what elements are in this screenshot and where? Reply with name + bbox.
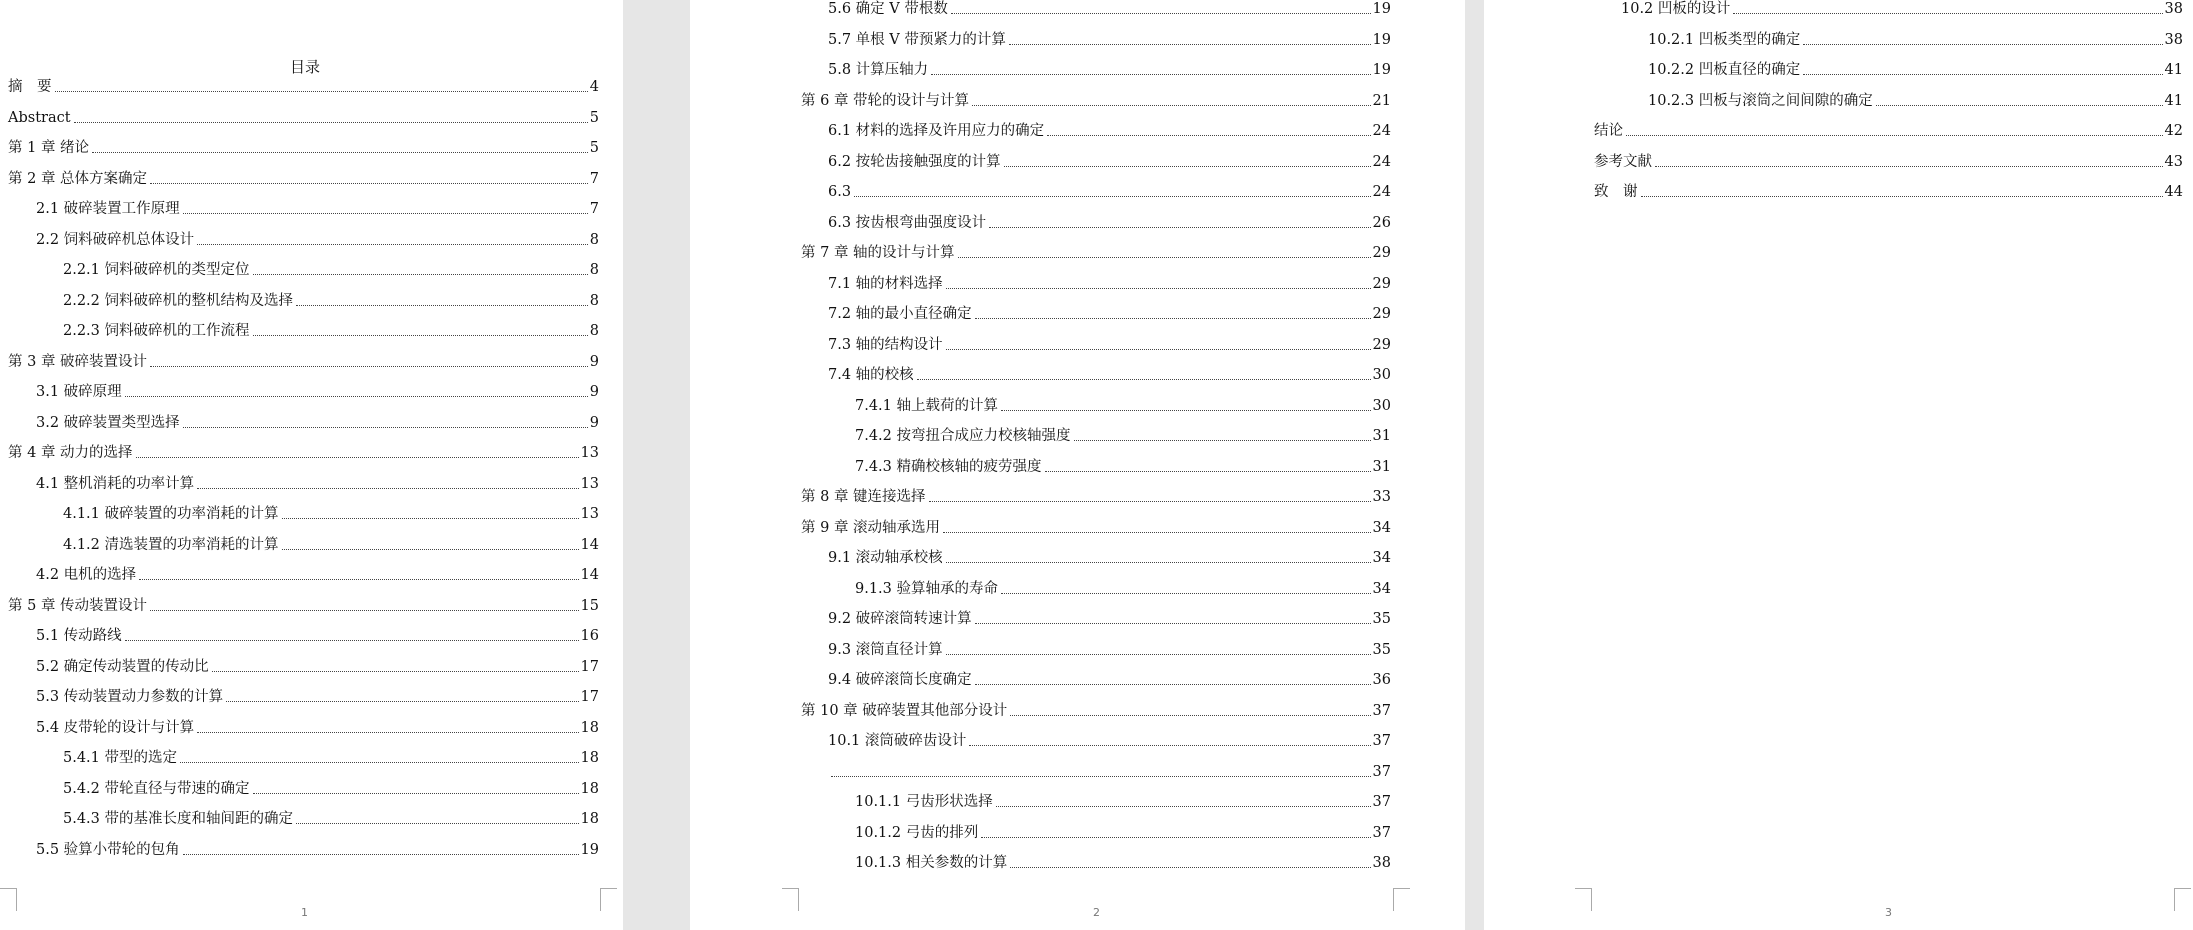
toc-entry-title: 7.4.1 轴上载荷的计算 (855, 397, 999, 414)
toc-dot-leader (1010, 867, 1370, 868)
toc-dot-leader (975, 684, 1371, 685)
toc-entry-page-number: 19 (1372, 31, 1391, 48)
toc-entry-page-number: 37 (1372, 824, 1391, 841)
toc-entry-page-number: 24 (1372, 153, 1391, 170)
toc-dot-leader (212, 671, 579, 672)
toc-dot-leader (183, 854, 579, 855)
toc-dot-leader (1004, 166, 1371, 167)
toc-entry-title: 5.5 验算小带轮的包角 (36, 841, 180, 858)
toc-entry[interactable] (828, 303, 1391, 323)
toc-entry-page-number: 18 (580, 780, 599, 797)
toc-entry-page-number: 14 (580, 567, 599, 583)
toc-entry[interactable] (36, 229, 599, 249)
toc-dot-leader (253, 274, 588, 275)
toc-dot-leader (943, 532, 1370, 533)
toc-dot-leader (125, 396, 588, 397)
toc-entry-page-number: 38 (2164, 31, 2183, 48)
toc-entry-title: 4.2 电机的选择 (36, 567, 137, 583)
toc-entry[interactable] (855, 578, 1391, 598)
toc-entry-title: 10.1.2 弓齿的排列 (855, 824, 979, 841)
toc-entry-title: 9.2 破碎滚筒转速计算 (828, 611, 972, 627)
toc-entry-title: 7.3 轴的结构设计 (828, 336, 943, 353)
toc-entry[interactable] (855, 791, 1391, 811)
toc-entry-title: 2.1 破碎装置工作原理 (36, 201, 180, 217)
toc-entry-title: 2.2 饲料破碎机总体设计 (36, 231, 195, 248)
toc-dot-leader (946, 288, 1371, 289)
toc-entry-page-number: 30 (1372, 397, 1391, 414)
toc-entry[interactable] (8, 107, 599, 127)
toc-entry[interactable] (1594, 181, 2183, 201)
toc-entry[interactable] (801, 90, 1391, 110)
toc-entry-title: 致 谢 (1594, 184, 1638, 200)
toc-entry-title: 5.7 单根 V 带预紧力的计算 (828, 31, 1006, 48)
toc-entry-page-number: 43 (2164, 153, 2183, 170)
toc-entry-page-number: 5 (589, 109, 599, 126)
toc-entry-title: 4.1.1 破碎装置的功率消耗的计算 (63, 506, 279, 522)
toc-entry-title: 5.2 确定传动装置的传动比 (36, 658, 209, 675)
toc-dot-leader (929, 501, 1371, 502)
toc-entry[interactable] (1648, 29, 2183, 49)
toc-entry-page-number: 24 (1372, 184, 1391, 200)
toc-entry-title: 2.2.3 饲料破碎机的工作流程 (63, 323, 250, 339)
toc-dot-leader (996, 806, 1371, 807)
toc-dot-leader (951, 13, 1371, 14)
toc-entry[interactable] (8, 442, 599, 462)
toc-entry-page-number: 34 (1372, 519, 1391, 536)
toc-entry-title: 10.1.3 相关参数的计算 (855, 855, 1008, 871)
toc-dot-leader (253, 793, 579, 794)
toc-entry[interactable] (8, 76, 599, 96)
toc-entry-page-number: 41 (2164, 92, 2183, 109)
toc-entry-page-number: 17 (580, 689, 599, 705)
toc-dot-leader (125, 640, 579, 641)
toc-entry-page-number: 15 (580, 597, 599, 614)
toc-entry[interactable] (855, 852, 1391, 872)
toc-entry[interactable] (36, 381, 599, 401)
toc-entry[interactable] (36, 839, 599, 859)
toc-entry-title: 3.2 破碎装置类型选择 (36, 414, 180, 431)
toc-entry[interactable] (828, 364, 1391, 384)
toc-entry-title: 7.1 轴的材料选择 (828, 275, 943, 292)
toc-entry-title: 6.1 材料的选择及许用应力的确定 (828, 123, 1045, 139)
toc-entry[interactable] (801, 517, 1391, 537)
toc-dot-leader (946, 654, 1371, 655)
toc-entry-title: 6.3 按齿根弯曲强度设计 (828, 214, 987, 231)
page-number: 3 (1885, 906, 1892, 919)
document-page-1 (0, 0, 623, 930)
toc-dot-leader (946, 349, 1371, 350)
toc-entry[interactable] (36, 625, 599, 645)
toc-dot-leader (831, 776, 1371, 777)
toc-entry-page-number: 7 (589, 201, 599, 217)
toc-entry-page-number: 34 (1372, 550, 1391, 566)
toc-entry-title: 7.4.2 按弯扭合成应力校核轴强度 (855, 428, 1071, 444)
toc-entry-page-number: 17 (580, 658, 599, 675)
toc-entry-page-number: 29 (1372, 336, 1391, 353)
toc-entry-page-number: 29 (1372, 275, 1391, 292)
toc-entry-title: 5.4 皮带轮的设计与计算 (36, 719, 195, 736)
toc-entry-page-number: 38 (2164, 1, 2183, 17)
toc-dot-leader (969, 745, 1370, 746)
toc-entry[interactable] (36, 717, 599, 737)
toc-entry-title: 5.3 传动装置动力参数的计算 (36, 689, 224, 705)
toc-entry-page-number: 37 (1372, 763, 1391, 780)
toc-entry-page-number: 33 (1372, 489, 1391, 505)
toc-entry-title: 第 8 章 键连接选择 (801, 489, 926, 505)
toc-entry-title: 5.4.2 带轮直径与带速的确定 (63, 780, 250, 797)
toc-dot-leader (1803, 74, 2162, 75)
toc-entry-page-number: 19 (580, 841, 599, 858)
toc-dot-leader (1876, 105, 2163, 106)
toc-entry[interactable] (63, 320, 599, 340)
toc-entry-page-number: 8 (589, 323, 599, 339)
toc-dot-leader (917, 379, 1371, 380)
toc-entry-title: 3.1 破碎原理 (36, 384, 122, 400)
toc-entry[interactable] (1594, 120, 2183, 140)
toc-dot-leader (1074, 440, 1371, 441)
toc-dot-leader (854, 196, 1370, 197)
toc-entry[interactable] (63, 778, 599, 798)
toc-dot-leader (92, 152, 588, 153)
toc-entry[interactable] (8, 168, 599, 188)
toc-dot-leader (253, 335, 588, 336)
toc-entry-page-number: 18 (580, 719, 599, 736)
toc-dot-leader (296, 823, 579, 824)
toc-entry[interactable] (828, 29, 1391, 49)
toc-entry-page-number: 13 (580, 445, 599, 461)
toc-entry-page-number: 18 (580, 750, 599, 766)
toc-entry[interactable] (855, 425, 1391, 445)
toc-entry[interactable] (63, 747, 599, 767)
toc-dot-leader (931, 74, 1370, 75)
toc-dot-leader (197, 732, 578, 733)
toc-entry-page-number: 5 (589, 140, 599, 156)
toc-entry[interactable] (801, 700, 1391, 720)
toc-entry-title: 5.4.3 带的基准长度和轴间距的确定 (63, 811, 294, 827)
toc-entry[interactable] (828, 334, 1391, 354)
toc-entry-page-number: 31 (1372, 458, 1391, 475)
toc-dot-leader (226, 701, 578, 702)
toc-entry-page-number: 30 (1372, 367, 1391, 383)
document-page-3 (1484, 0, 2193, 930)
toc-entry-title: 4.1.2 清选装置的功率消耗的计算 (63, 536, 279, 553)
toc-entry[interactable] (36, 686, 599, 706)
toc-entry[interactable] (828, 212, 1391, 232)
toc-entry[interactable] (828, 181, 1391, 201)
toc-dot-leader (183, 213, 588, 214)
toc-entry-title: 第 5 章 传动装置设计 (8, 597, 148, 614)
toc-dot-leader (981, 837, 1370, 838)
toc-entry[interactable] (828, 639, 1391, 659)
toc-entry[interactable] (63, 503, 599, 523)
toc-dot-leader (1047, 135, 1370, 136)
toc-entry-title: 第 1 章 绪论 (8, 140, 90, 156)
toc-entry[interactable] (828, 730, 1391, 750)
margin-corner-mark (0, 888, 17, 911)
toc-entry[interactable] (855, 822, 1391, 842)
toc-entry-page-number: 9 (589, 353, 599, 370)
toc-entry[interactable] (801, 242, 1391, 262)
toc-entry-title: 7.2 轴的最小直径确定 (828, 306, 972, 322)
toc-entry-title: 10.2 凹板的设计 (1621, 1, 1731, 17)
toc-entry-title: 5.4.1 带型的选定 (63, 750, 178, 766)
toc-entry-title: 第 3 章 破碎装置设计 (8, 353, 148, 370)
toc-entry-title: 5.8 计算压轴力 (828, 62, 929, 78)
toc-dot-leader (1733, 13, 2162, 14)
toc-dot-leader (55, 91, 588, 92)
toc-entry-title: 9.3 滚筒直径计算 (828, 641, 943, 658)
toc-entry[interactable] (801, 486, 1391, 506)
toc-entry-page-number: 9 (589, 384, 599, 400)
toc-entry[interactable] (63, 808, 599, 828)
toc-entry-page-number: 29 (1372, 245, 1391, 261)
toc-entry[interactable] (8, 595, 599, 615)
toc-entry[interactable] (36, 412, 599, 432)
toc-dot-leader (282, 518, 579, 519)
toc-entry-page-number: 19 (1372, 1, 1391, 17)
toc-entry-title: 摘 要 (8, 79, 52, 95)
margin-corner-mark (1575, 888, 1592, 911)
toc-entry[interactable] (828, 547, 1391, 567)
toc-dot-leader (74, 122, 588, 123)
toc-entry-page-number: 31 (1372, 428, 1391, 444)
toc-dot-leader (296, 305, 588, 306)
toc-entry-page-number: 4 (589, 79, 599, 95)
toc-entry-title: 10.2.3 凹板与滚筒之间间隙的确定 (1648, 92, 1873, 109)
toc-entry-page-number: 38 (1372, 855, 1391, 871)
toc-dot-leader (197, 244, 588, 245)
toc-entry-page-number: 8 (589, 231, 599, 248)
toc-dot-leader (975, 623, 1371, 624)
toc-dot-leader (958, 257, 1371, 258)
toc-entry-title: 第 10 章 破碎装置其他部分设计 (801, 702, 1008, 719)
toc-entry-page-number: 14 (580, 536, 599, 553)
toc-entry[interactable] (8, 137, 599, 157)
toc-entry[interactable] (36, 473, 599, 493)
toc-entry-page-number: 7 (589, 170, 599, 187)
toc-entry-title: 5.1 传动路线 (36, 628, 122, 644)
toc-entry-title: 5.6 确定 V 带根数 (828, 1, 948, 17)
toc-entry-title: 10.2.2 凹板直径的确定 (1648, 62, 1801, 78)
toc-entry-page-number: 35 (1372, 611, 1391, 627)
margin-corner-mark (782, 888, 799, 911)
toc-dot-leader (1641, 196, 2163, 197)
toc-title: 目录 (289, 58, 320, 76)
toc-entry[interactable] (63, 534, 599, 554)
toc-entry-page-number: 37 (1372, 794, 1391, 810)
toc-entry-title: 4.1 整机消耗的功率计算 (36, 475, 195, 492)
toc-entry-title: 参考文献 (1594, 153, 1652, 170)
toc-entry[interactable] (36, 564, 599, 584)
toc-dot-leader (989, 227, 1370, 228)
toc-entry[interactable] (828, 761, 1391, 781)
toc-dot-leader (282, 549, 579, 550)
toc-entry-page-number: 18 (580, 811, 599, 827)
toc-entry-title: 第 9 章 滚动轴承选用 (801, 519, 941, 536)
toc-entry-page-number: 29 (1372, 306, 1391, 322)
toc-entry[interactable] (1621, 0, 2183, 18)
margin-corner-mark (1393, 888, 1410, 911)
margin-corner-mark (600, 888, 617, 911)
toc-entry-page-number: 34 (1372, 580, 1391, 597)
toc-dot-leader (972, 105, 1370, 106)
toc-entry[interactable] (63, 259, 599, 279)
toc-entry-page-number: 41 (2164, 62, 2183, 78)
toc-entry-page-number: 19 (1372, 62, 1391, 78)
toc-entry[interactable] (8, 351, 599, 371)
toc-entry[interactable] (1594, 151, 2183, 171)
toc-entry-title: 9.4 破碎滚筒长度确定 (828, 672, 972, 688)
toc-entry[interactable] (828, 0, 1391, 18)
toc-entry[interactable] (828, 669, 1391, 689)
toc-dot-leader (1001, 593, 1371, 594)
toc-entry-title: 第 6 章 带轮的设计与计算 (801, 92, 970, 109)
toc-dot-leader (183, 427, 588, 428)
toc-entry[interactable] (855, 456, 1391, 476)
toc-entry-title: 2.2.2 饲料破碎机的整机结构及选择 (63, 292, 294, 309)
toc-entry[interactable] (855, 395, 1391, 415)
toc-dot-leader (1001, 410, 1371, 411)
margin-corner-mark (2174, 888, 2191, 911)
toc-entry-page-number: 42 (2164, 123, 2183, 139)
toc-dot-leader (180, 762, 579, 763)
toc-entry-title: 第 2 章 总体方案确定 (8, 170, 148, 187)
toc-entry-page-number: 37 (1372, 702, 1391, 719)
page-number: 1 (301, 906, 308, 919)
toc-entry[interactable] (36, 656, 599, 676)
toc-entry-page-number: 16 (580, 628, 599, 644)
toc-entry-title: 7.4 轴的校核 (828, 367, 914, 383)
toc-entry-title: 第 7 章 轴的设计与计算 (801, 245, 955, 261)
toc-dot-leader (150, 366, 588, 367)
toc-entry[interactable] (828, 608, 1391, 628)
toc-entry-title: 7.4.3 精确校核轴的疲劳强度 (855, 458, 1042, 475)
document-page-2 (690, 0, 1465, 930)
toc-entry-page-number: 13 (580, 506, 599, 522)
toc-dot-leader (150, 183, 588, 184)
toc-dot-leader (136, 457, 579, 458)
toc-entry-page-number: 13 (580, 475, 599, 492)
toc-entry-title: 2.2.1 饲料破碎机的类型定位 (63, 262, 250, 278)
toc-entry[interactable] (36, 198, 599, 218)
toc-dot-leader (139, 579, 578, 580)
toc-entry-title: 9.1.3 验算轴承的寿命 (855, 580, 999, 597)
toc-dot-leader (975, 318, 1371, 319)
toc-entry[interactable] (828, 273, 1391, 293)
toc-entry-page-number: 37 (1372, 733, 1391, 749)
toc-entry-page-number: 8 (589, 262, 599, 278)
toc-entry[interactable] (63, 290, 599, 310)
toc-entry[interactable] (828, 151, 1391, 171)
toc-entry-title: 10.2.1 凹板类型的确定 (1648, 31, 1801, 48)
toc-entry-page-number: 26 (1372, 214, 1391, 231)
toc-dot-leader (946, 562, 1371, 563)
toc-entry-page-number: 35 (1372, 641, 1391, 658)
toc-entry[interactable] (1648, 59, 2183, 79)
toc-dot-leader (1655, 166, 2163, 167)
toc-dot-leader (1010, 715, 1370, 716)
toc-dot-leader (1803, 44, 2162, 45)
toc-entry-page-number: 36 (1372, 672, 1391, 688)
toc-dot-leader (1045, 471, 1371, 472)
toc-entry-page-number: 21 (1372, 92, 1391, 109)
toc-dot-leader (150, 610, 578, 611)
toc-dot-leader (1626, 135, 2163, 136)
toc-entry-page-number: 8 (589, 292, 599, 309)
toc-dot-leader (1009, 44, 1371, 45)
toc-entry-page-number: 24 (1372, 123, 1391, 139)
toc-entry-title: 10.1 滚筒破碎齿设计 (828, 733, 967, 749)
toc-dot-leader (197, 488, 578, 489)
toc-entry-title: 结论 (1594, 123, 1623, 139)
toc-entry-page-number: 9 (589, 414, 599, 431)
toc-entry-title: 6.3 (828, 184, 852, 200)
toc-entry-title: 10.1.1 弓齿形状选择 (855, 794, 993, 810)
toc-entry[interactable] (828, 59, 1391, 79)
toc-entry-title: 9.1 滚动轴承校核 (828, 550, 943, 566)
toc-entry-title: 6.2 按轮齿接触强度的计算 (828, 153, 1001, 170)
toc-entry-title: Abstract (8, 109, 71, 126)
toc-entry[interactable] (1648, 90, 2183, 110)
toc-entry-page-number: 44 (2164, 184, 2183, 200)
toc-entry[interactable] (828, 120, 1391, 140)
toc-entry-title: 第 4 章 动力的选择 (8, 445, 133, 461)
page-number: 2 (1093, 906, 1100, 919)
